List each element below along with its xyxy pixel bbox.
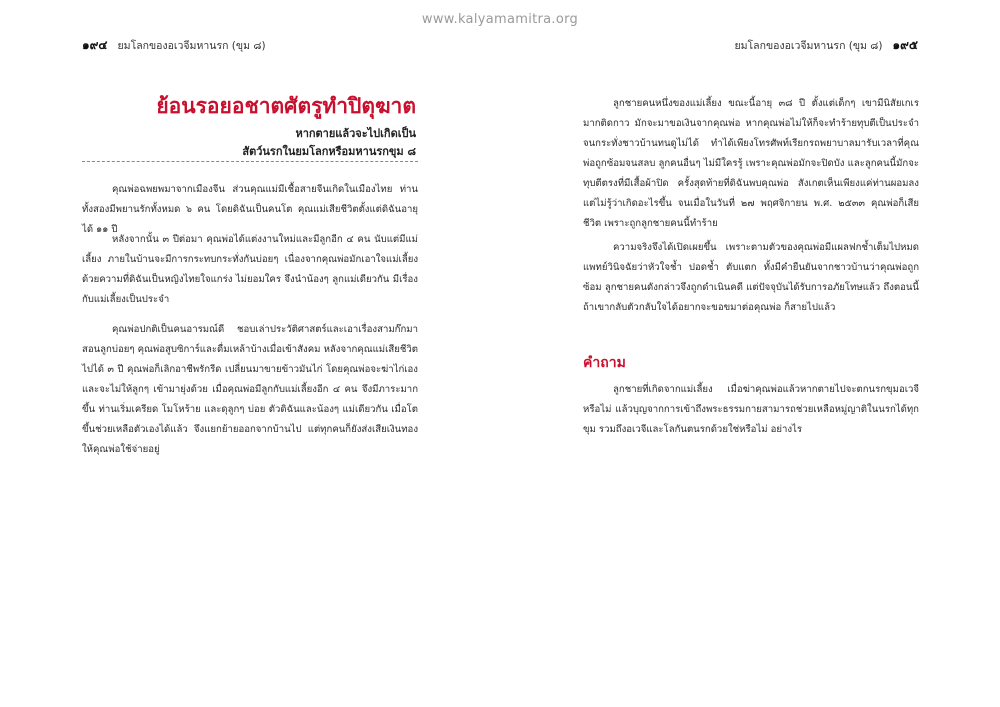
chapter-title: ย้อนรอยอชาตศัตรูทำปิตุฆาต [156, 94, 416, 118]
question-heading: คำถาม [583, 355, 626, 371]
right-running-head-title: ยมโลกของอเวจีมหานรก (ขุม ๘) [734, 40, 883, 52]
question-text: ลูกชายที่เกิดจากแม่เลี้ยง เมื่อฆ่าคุณพ่อแล้วหากตายไปจะตกนรกขุมอเวจีหรือไม่ แล้วบุญจากการเข้าถึงพระธรรมกายสามารถช่วยเหลือหมู่ญาติในนรกได้ทุกขุม รวมถึงอเวจีและโลกันตนรกด้วยใช่หรือไม่ อย่างไร [583, 384, 919, 435]
title-divider [82, 161, 418, 162]
site-url-watermark: www.kalyamamitra.org [421, 12, 579, 27]
right-paragraph-1: ลูกชายคนหนึ่งของแม่เลี้ยง ขณะนี้อายุ ๓๘ ปี ตั้งแต่เด็กๆ เขามีนิสัยเกเรมากติดกาว มักจะมาขอเงินจากคุณพ่อ หากคุณพ่อไม่ให้ก็จะทำร้ายทุบตีเป็นประจำจนกระทั่งชาวบ้านทนดูไม่ได้ ทำได้เพียงโทรศัพท์เรียกรถพยาบาลมารับเวลาที่คุณพ่อถูกซ้อมจนสลบ ลูกคนอื่นๆ ไม่มีใครรู้ เพราะคุณพ่อมักจะปิดบัง และลูกคนนี้มักจะทุบตีตรงที่มีเสื้อผ้าปิด ครั้งสุดท้ายที่ดิฉันพบคุณพ่อ สังเกตเห็นเพียงแค่ท่านผอมลงแต่ไม่รู้ว่าเกิดอะไรขึ้น จนเมื่อในวันที่ ๒๗ พฤศจิกายน พ.ศ. ๒๕๓๓ คุณพ่อก็เสียชีวิต เพราะถูกลูกชายคนนี้ทำร้าย [583, 98, 919, 229]
right-page-number: ๑๙๕ [892, 38, 918, 52]
left-paragraph-2: หลังจากนั้น ๓ ปีต่อมา คุณพ่อได้แต่งงานใหม่และมีลูกอีก ๔ คน นับแต่มีแม่เลี้ยง ภายในบ้านจะมีการกระทบกระทั่งกันบ่อยๆ เนื่องจากคุณพ่อมักเอาใจแม่เลี้ยงด้วยความที่ดิฉันเป็นหญิงไทยใจแกร่ง ไม่ยอมใคร จึงนำน้องๆ ลูกแม่เดียวกัน มีเรื่องกับแม่เลี้ยงเป็นประจำ [82, 234, 418, 305]
left-paragraph-3: คุณพ่อปกติเป็นคนอารมณ์ดี ชอบเล่าประวัติศาสตร์และเอาเรื่องสามก๊กมาสอนลูกบ่อยๆ คุณพ่อสูบซิการ์และดื่มเหล้าบ้างเมื่อเข้าสังคม หลังจากคุณแม่เสียชีวิตไปได้ ๓ ปี คุณพ่อก็เลิกอาชีพรักรีด เปลี่ยนมาขายข้าวมันไก่ โดยคุณพ่อจะฆ่าไก่เองและจะไม่ให้ลูกๆ เข้ามายุ่งด้วย เมื่อคุณพ่อมีลูกกับแม่เลี้ยงอีก ๔ คน จึงมีภาระมากขึ้น ท่านเริ่มเครียด โมโหร้าย และดุลูกๆ บ่อย ตัวดิฉันและน้องๆ แม่เดียวกัน เมื่อโตขึ้นช่วยเหลือตัวเองได้แล้ว จึงแยกย้ายออกจากบ้านไป แต่ทุกคนก็ยังส่งเสียเงินทองให้คุณพ่อใช้จ่ายอยู่ [82, 324, 418, 455]
right-paragraph-2: ความจริงจึงได้เปิดเผยขึ้น เพราะตามตัวของคุณพ่อมีแผลฟกช้ำเต็มไปหมดแพทย์วินิจฉัยว่าหัวใจช้ำ ปอดช้ำ ตับแตก ทั้งมีคำยืนยันจากชาวบ้านว่าคุณพ่อถูกซ้อม ลูกชายคนดังกล่าวจึงถูกดำเนินคดี แต่ปัจจุบันได้รับการอภัยโทษแล้ว ถึงตอนนี้ถ้าเขากลับตัวกลับใจได้อยากจะขอขมาต่อคุณพ่อ ก็สายไปแล้ว [583, 242, 919, 313]
left-paragraph-1: คุณพ่อฉพยพมาจากเมืองจีน ส่วนคุณแม่มีเชื้อสายจีนเกิดในเมืองไทย ท่านทั้งสองมีพยานรักทั้งหมด ๖ คน โดยดิฉันเป็นคนโต คุณแม่เสียชีวิตตั้งแต่ดิฉันอายุได้ ๑๑ ปี [82, 184, 418, 235]
left-running-head [82, 36, 266, 55]
chapter-subtitle-line1: หากตายแล้วจะไปเกิดเป็น [295, 127, 416, 140]
right-running-head [734, 36, 918, 55]
chapter-subtitle-line2: สัตว์นรกในยมโลกหรือมหานรกขุม ๘ [242, 145, 416, 158]
left-page-number: ๑๙๔ [82, 38, 108, 52]
left-running-head-title: ยมโลกของอเวจีมหานรก (ขุม ๘) [117, 40, 266, 52]
